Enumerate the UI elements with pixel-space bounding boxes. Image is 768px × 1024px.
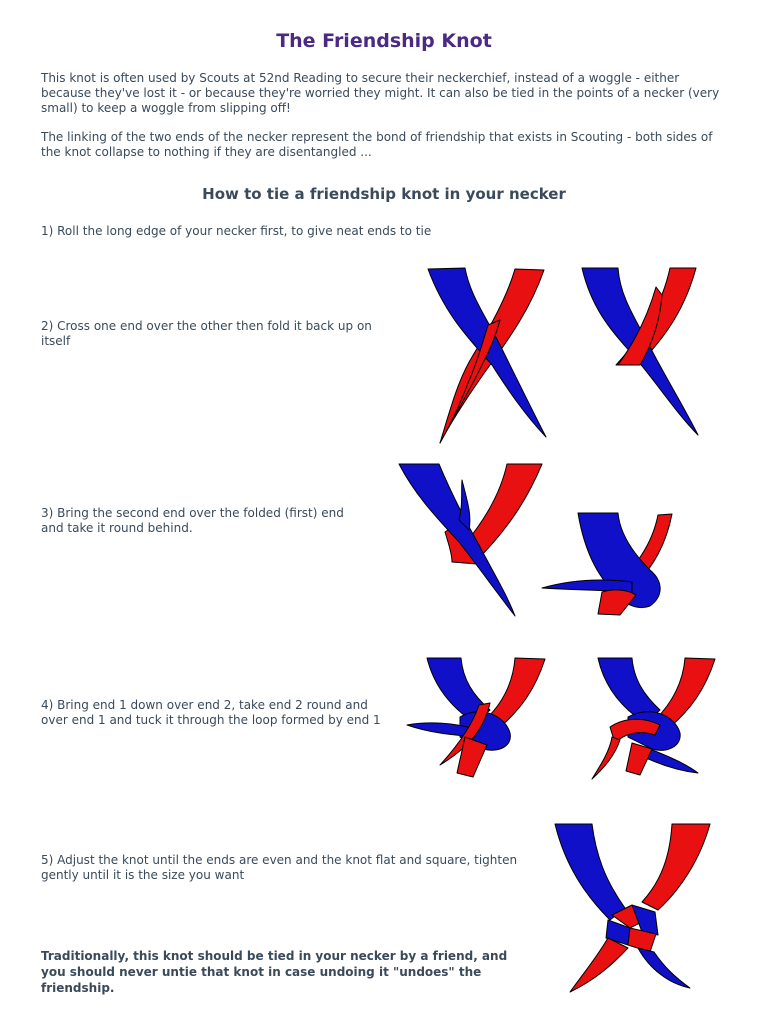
red-tail xyxy=(570,938,628,992)
step-1-text: 1) Roll the long edge of your necker first, to give neat ends to tie xyxy=(41,224,432,238)
step-4-second-tuck-illustration xyxy=(590,655,720,780)
step-5-finished-knot-illustration xyxy=(550,820,715,995)
page-title: The Friendship Knot xyxy=(276,30,492,52)
red-tail xyxy=(592,737,620,779)
blue-upper xyxy=(555,824,625,920)
blue-end xyxy=(399,464,515,616)
step-3-text: 3) Bring the second end over the folded (first) end and take it round behind. xyxy=(41,506,344,535)
intro-paragraph-1: This knot is often used by Scouts at 52nd Reading to secure their neckerchief, instead of a woggle - either because they've lost it - or because they're worried they might. It can also be tied in the points of a necker (very small) to keep a woggle from slipping off! xyxy=(41,71,720,115)
red-upper xyxy=(642,824,710,910)
step-4-first-tuck-illustration xyxy=(405,655,550,780)
closing-note: Traditionally, this knot should be tied in your necker by a friend, and you should never untie that knot in case undoing it "undoes" the friendship. xyxy=(41,949,508,995)
red-lower xyxy=(598,590,636,615)
step-5-text: 5) Adjust the knot until the ends are even and the knot flat and square, tighten gently until it is the size you want xyxy=(41,853,518,882)
step-2-text: 2) Cross one end over the other then fold it back up on itself xyxy=(41,319,372,348)
step-2-crossed-ends-illustration xyxy=(420,265,555,445)
intro-paragraph-2: The linking of the two ends of the necker represent the bond of friendship that exists in Scouting - both sides of the knot collapse to nothing if they are disentangled ... xyxy=(41,130,713,159)
step-3-wrap-behind-illustration xyxy=(540,510,705,620)
blue-tail xyxy=(638,948,690,988)
step-3-crossover-illustration xyxy=(397,460,547,620)
section-subtitle: How to tie a friendship knot in your necker xyxy=(202,185,566,203)
step-2-folded-end-illustration xyxy=(578,265,703,440)
step-4-text: 4) Bring end 1 down over end 2, take end 2 round and over end 1 and tuck it through the loop formed by end 1 xyxy=(41,698,381,727)
